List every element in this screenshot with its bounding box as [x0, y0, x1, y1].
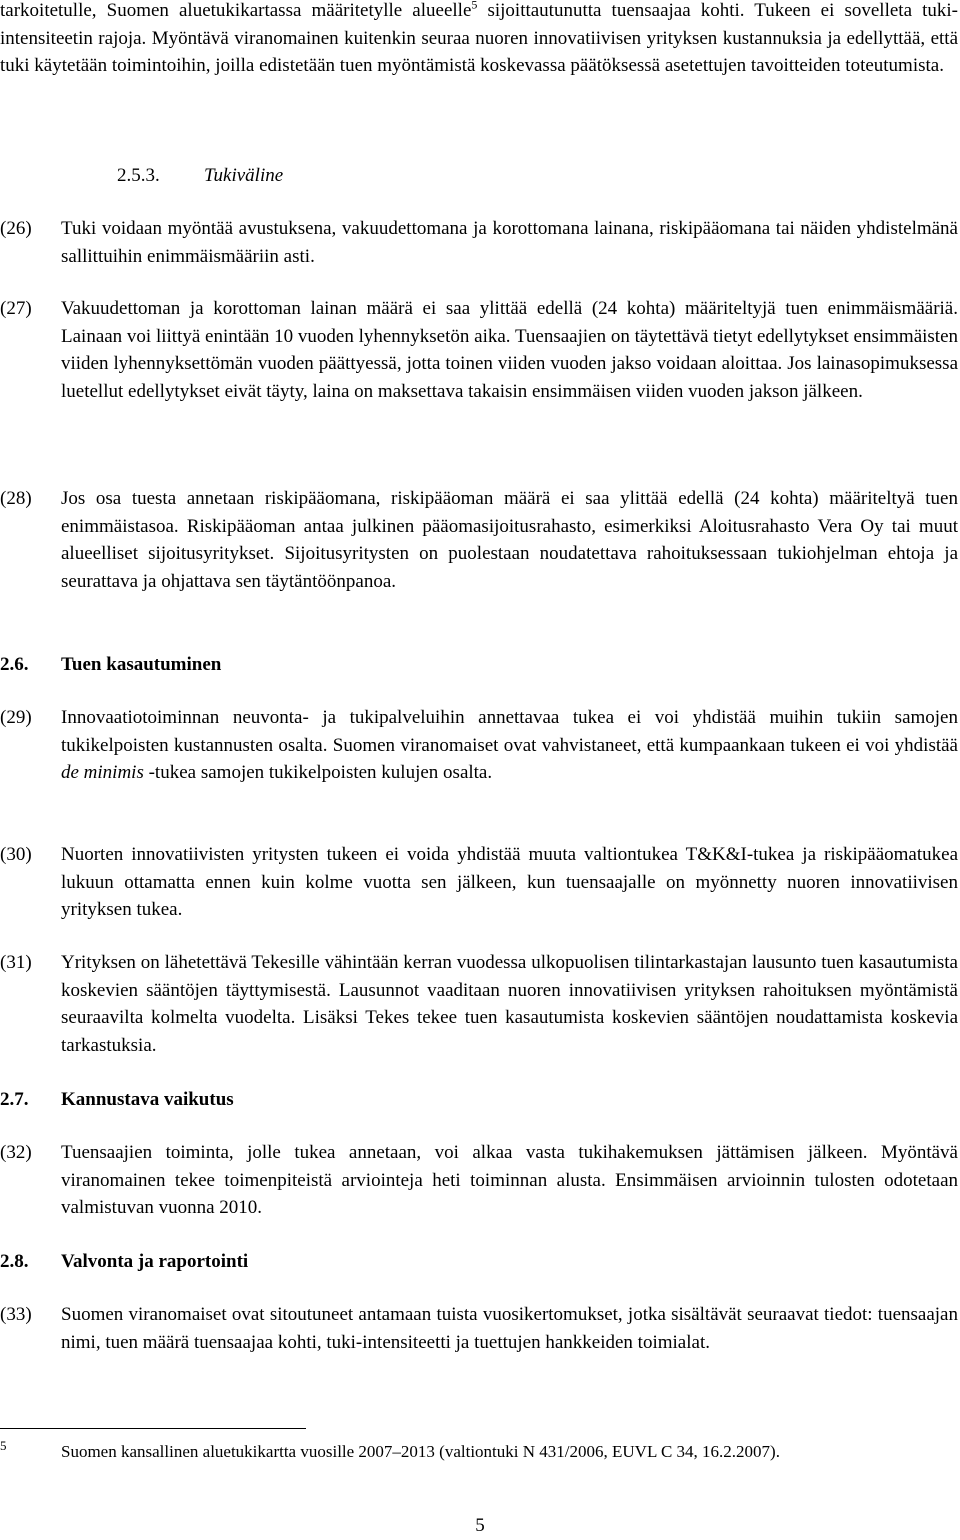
- footnote-ref[interactable]: 5: [471, 0, 478, 12]
- paragraph-number: (33): [0, 1304, 32, 1325]
- paragraph-text: Jos osa tuesta annetaan riskipääomana, riskipääoman määrä ei saa ylittää edellä (24 kohta) määriteltyä tuen enimmäistasoa. Riskipääoman antaa julkinen pääomasijoitusrahasto, esimerkiksi Aloitusrahasto Vera Oy tai muut alueelliset sijoitusyritykset. Sijoitusyritysten on puolestaan noudatettava rahoituksessaan tukiohjelman ehtoja ja seurattava ja ohjattava sen täytäntöönpanoa.: [61, 488, 958, 592]
- paragraph-26: [0, 215, 958, 270]
- footnote-separator: [0, 1428, 306, 1429]
- paragraph-text: Vakuudettoman ja korottoman lainan määrä ei saa ylittää edellä (24 kohta) määriteltyjä tuen enimmäismääriä. Lainaan voi liittyä enintään 10 vuoden lyhennyksetön aika. Tuensaajien on täytettävä tietyt edellytykset ensimmäisten viiden lyhennyksettömän vuoden päättyessä, jotta toinen viiden vuoden jakso voidaan aloittaa. Jos lainasopimuksessa luetellut edellytykset eivät täyty, laina on maksettava takaisin ensimmäisen viiden vuoden jakson jälkeen.: [61, 298, 959, 402]
- paragraph-number: (29): [0, 707, 32, 728]
- paragraph-31: [0, 949, 958, 1059]
- paragraph-30: [0, 841, 958, 924]
- paragraph-text: Tuki voidaan myöntää avustuksena, vakuudettomana ja korottomana lainana, riskipääomana tai näiden yhdistelmänä sallittuihin enimmäismääriin asti.: [61, 218, 958, 267]
- paragraph-number: (26): [0, 218, 32, 239]
- paragraph-27: [0, 295, 958, 405]
- paragraph-28: [0, 485, 958, 595]
- paragraph-number: (27): [0, 298, 32, 319]
- paragraph-text: Innovaatiotoiminnan neuvonta- ja tukipalveluihin annettavaa tukea ei voi yhdistää muihin tukiin samojen tukikelpoisten kustannusten osalta. Suomen viranomaiset ovat vahvistaneet, että kumpaankaan tukeen ei voi yhdistää de minimis -tukea samojen tukikelpoisten kulujen osalta.: [61, 707, 958, 783]
- footnote-text: Suomen kansallinen aluetukikartta vuosille 2007–2013 (valtiontuki N 431/2006, EUVL C 34, 16.2.2007).: [61, 1442, 780, 1461]
- paragraph-32: [0, 1139, 958, 1222]
- paragraph-33: [0, 1301, 958, 1356]
- intro-paragraph: tarkoitetulle, Suomen aluetukikartassa määritetylle alueelle$^5$ sijoittautunutta tuensaajaa kohti. Tukeen ei sovelleta tuki-intensiteetin rajoja. Myöntävä viranomainen kuitenkin seuraa nuoren innovatiivisen yrityksen kustannuksia ja edellyttää, että tuki käytetään toimintoihin, joilla edistetään tuen myöntämistä koskevassa päätöksessä asetettujen tavoitteiden toteutumista.: [0, 0, 958, 80]
- footnote: [0, 1440, 958, 1464]
- paragraph-text: Suomen viranomaiset ovat sitoutuneet antamaan tuista vuosikertomukset, jotka sisältävät seuraavat tiedot: tuensaajan nimi, tuen määrä tuensaajaa kohti, tuki-intensiteetti ja tuettujen hankkeiden toimialat.: [61, 1304, 958, 1353]
- paragraph-text: Nuorten innovatiivisten yritysten tukeen ei voida yhdistää muuta valtiontukea T&K&I-tukea ja riskipääomatukea lukuun ottamatta ennen kuin kolme vuotta sen jälkeen, kun tuensaajalle on myönnetty nuoren innovatiivisen yrityksen tukea.: [61, 844, 958, 920]
- paragraph-text: Tuensaajien toiminta, jolle tukea annetaan, voi alkaa vasta tukihakemuksen jättämisen jälkeen. Myöntävä viranomainen tekee toimenpiteistä arviointeja heti toiminnan alusta. Ensimmäisen arvioinnin tulosten odotetaan valmistuvan vuonna 2010.: [61, 1142, 958, 1218]
- paragraph-29: [0, 704, 958, 787]
- footnote-number: 5: [0, 1438, 7, 1453]
- subheading-tukivaline: 2.5.3. Tukiväline: [117, 165, 284, 186]
- paragraph-number: (30): [0, 844, 32, 865]
- paragraph-number: (32): [0, 1142, 32, 1163]
- paragraph-text: Yrityksen on lähetettävä Tekesille vähintään kerran vuodessa ulkopuolisen tilintarkastajan lausunto tuen kasautumista koskevien sääntöjen täyttymisestä. Lausunnot vaaditaan nuoren innovatiivisen yrityksen rahoituksen myöntämistä seuraavilta kolmelta vuodelta. Lisäksi Tekes tekee tuen kasautumista koskevien sääntöjen noudattamista koskevia tarkastuksia.: [61, 952, 958, 1056]
- page-number: 5: [475, 1515, 485, 1536]
- paragraph-number: (31): [0, 952, 32, 973]
- paragraph-number: (28): [0, 488, 32, 509]
